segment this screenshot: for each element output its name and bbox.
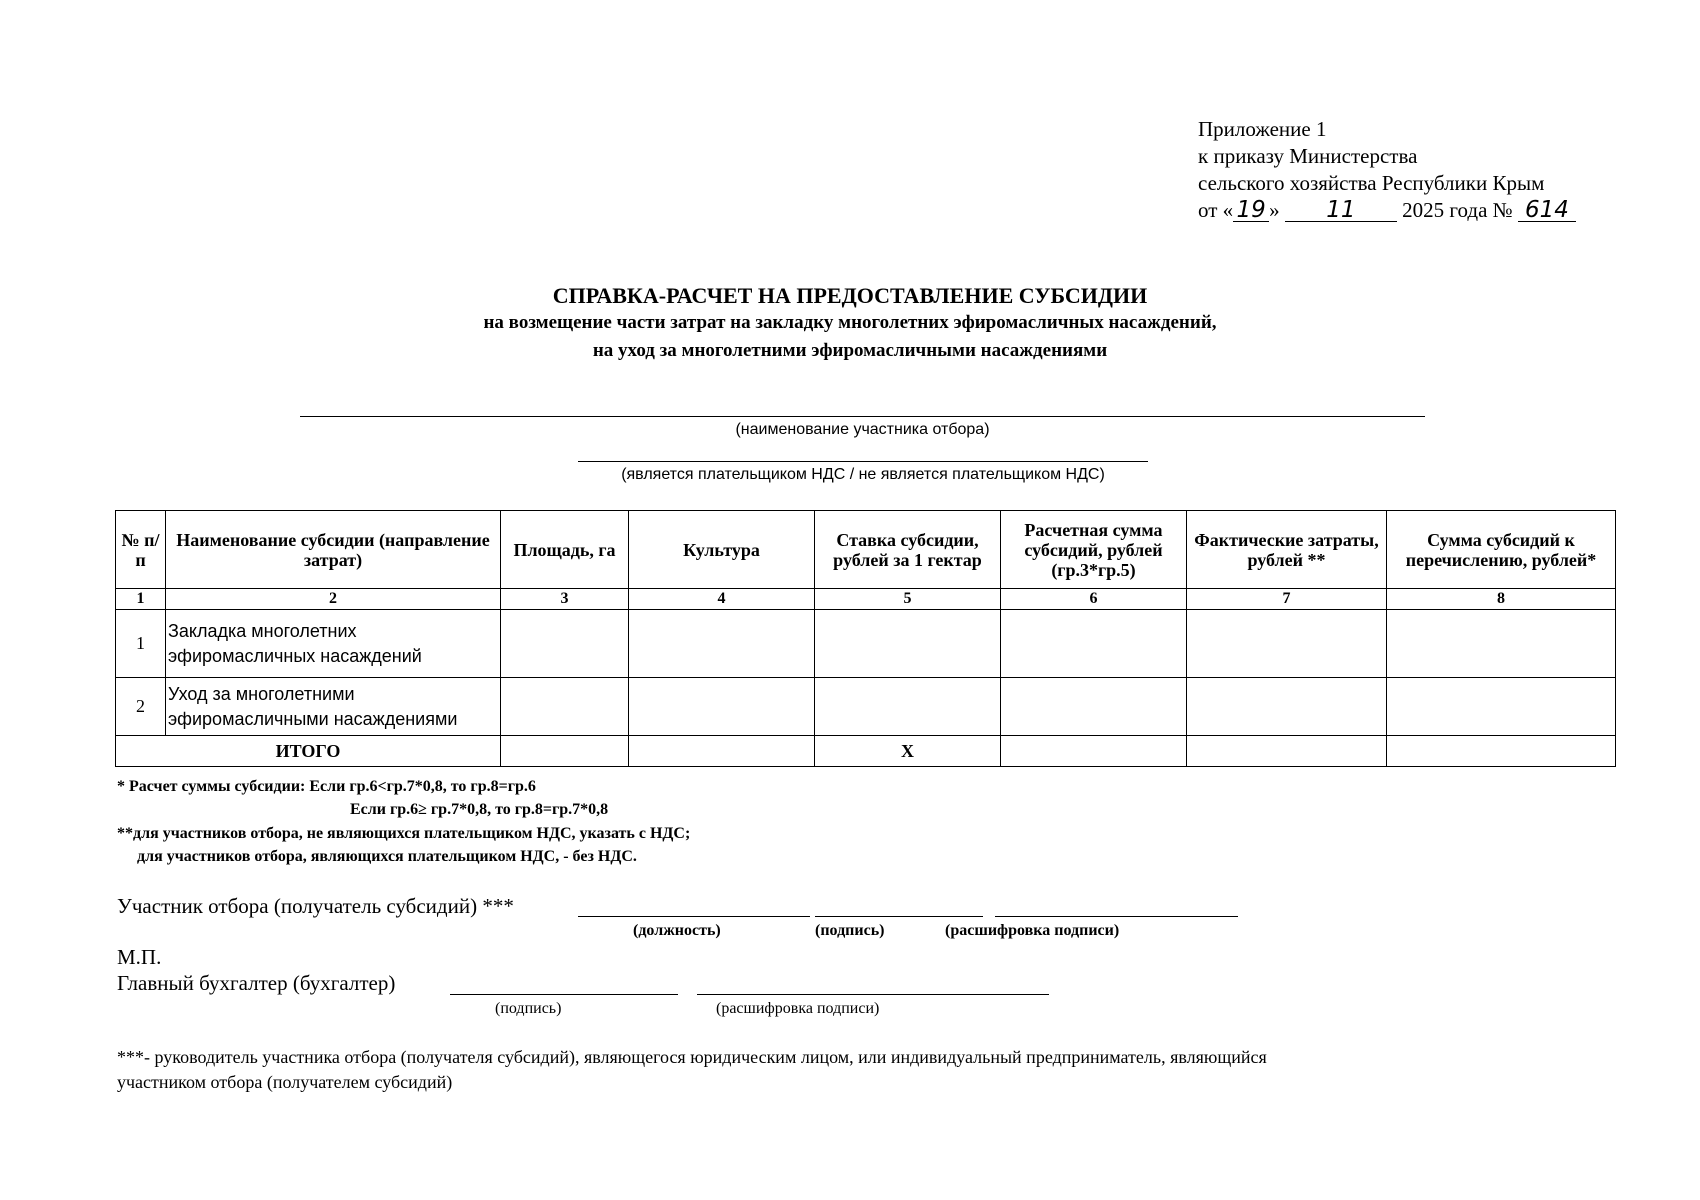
header-cell: Ставка субсидии, рублей за 1 гектар [815,511,1001,589]
order-number: 614 [1518,199,1576,222]
appendix-line-3: сельского хозяйства Республики Крым [1198,171,1545,195]
header-cell: Культура [629,511,815,589]
document-subtitle-1: на возмещение части затрат на закладку многолетних эфиромасличных насаждений, [483,312,1217,333]
header-cell: Фактические затраты, рублей ** [1187,511,1387,589]
date-year: 2025 года № [1402,198,1513,222]
total-area-cell[interactable] [501,736,629,767]
acc-signature-caption: (подпись) [495,1000,562,1017]
decoding-line[interactable] [995,916,1238,917]
acc-decoding-line[interactable] [697,994,1049,995]
header-cell: Наименование субсидии (направление затрат) [166,511,501,589]
column-number: 6 [1001,589,1187,610]
document-subtitle-2: на уход за многолетними эфиромасличными насаждениями [592,340,1108,361]
row-subsidy-name: Закладка многолетних эфиромасличных насаждений [166,610,501,678]
position-line[interactable] [578,916,810,917]
appendix-line-2: к приказу Министерства [1198,144,1418,168]
total-label: ИТОГО [116,736,501,767]
table-row [116,610,1616,678]
header-cell: Расчетная сумма субсидий, рублей (гр.3*гр.5) [1001,511,1187,589]
total-actual-cost-cell[interactable] [1187,736,1387,767]
transfer-sum-cell[interactable] [1387,610,1616,678]
appendix-block [1198,116,1576,224]
culture-cell[interactable] [629,678,815,736]
rate-cell[interactable] [815,678,1001,736]
stamp-label: М.П. [117,945,162,969]
rate-cell[interactable] [815,610,1001,678]
calc-sum-cell[interactable] [1001,610,1187,678]
total-calc-sum-cell[interactable] [1001,736,1187,767]
column-number: 1 [116,589,166,610]
column-number: 5 [815,589,1001,610]
table-row [116,678,1616,736]
total-row [116,736,1616,767]
acc-signature-line[interactable] [450,994,678,995]
total-culture-cell[interactable] [629,736,815,767]
appendix-date-line [1198,197,1576,224]
participant-caption: (наименование участника отбора) [735,421,990,438]
vat-caption: (является плательщиком НДС / не является плательщиком НДС) [621,466,1105,483]
date-mid: » [1269,198,1280,222]
column-number: 8 [1387,589,1616,610]
vat-status-line[interactable] [578,461,1148,462]
position-caption: (должность) [633,922,721,939]
row-index: 1 [116,610,166,678]
actual-cost-cell[interactable] [1187,678,1387,736]
footer-note [117,1045,1637,1095]
column-number: 4 [629,589,815,610]
accountant-label: Главный бухгалтер (бухгалтер) [117,971,396,995]
total-transfer-sum-cell[interactable] [1387,736,1616,767]
note-calculation: * Расчет суммы субсидии: Если гр.6<гр.7*0,8, то гр.8=гр.6 [117,778,536,795]
header-cell: Сумма субсидий к перечислению, рублей* [1387,511,1616,589]
footer-line-2: участником отбора (получателем субсидий) [117,1072,453,1092]
culture-cell[interactable] [629,610,815,678]
area-cell[interactable] [501,678,629,736]
note-vat-2: для участников отбора, являющихся плательщиком НДС, - без НДС. [137,848,637,865]
column-number: 3 [501,589,629,610]
subsidy-table [115,510,1616,767]
header-cell: Площадь, га [501,511,629,589]
area-cell[interactable] [501,610,629,678]
transfer-sum-cell[interactable] [1387,678,1616,736]
total-rate-mark: Х [815,736,1001,767]
signature-line[interactable] [815,916,983,917]
participant-label: Участник отбора (получатель субсидий) *** [117,894,514,918]
date-day: 19 [1233,199,1269,222]
row-subsidy-name: Уход за многолетними эфиромасличными насаждениями [166,678,501,736]
column-number: 7 [1187,589,1387,610]
participant-name-line[interactable] [300,416,1425,417]
row-index: 2 [116,678,166,736]
appendix-line-1: Приложение 1 [1198,117,1327,141]
decoding-caption: (расшифровка подписи) [945,922,1120,939]
column-number-row [116,589,1616,610]
note-calculation-2: Если гр.6≥ гр.7*0,8, то гр.8=гр.7*0,8 [350,801,609,818]
footer-line-1: ***- руководитель участника отбора (получателя субсидий), являющегося юридическим лицом, или индивидуальный предприниматель, являющийся [117,1047,1267,1067]
calc-sum-cell[interactable] [1001,678,1187,736]
acc-decoding-caption: (расшифровка подписи) [716,1000,880,1017]
column-number: 2 [166,589,501,610]
table-header-row [116,511,1616,589]
note-vat-1: **для участников отбора, не являющихся плательщиком НДС, указать с НДС; [117,825,691,842]
document-title: СПРАВКА-РАСЧЕТ НА ПРЕДОСТАВЛЕНИЕ СУБСИДИИ [552,283,1148,308]
header-cell: № п/п [116,511,166,589]
signature-caption: (подпись) [815,922,885,939]
date-month: 11 [1285,199,1397,222]
date-prefix: от « [1198,198,1234,222]
actual-cost-cell[interactable] [1187,610,1387,678]
